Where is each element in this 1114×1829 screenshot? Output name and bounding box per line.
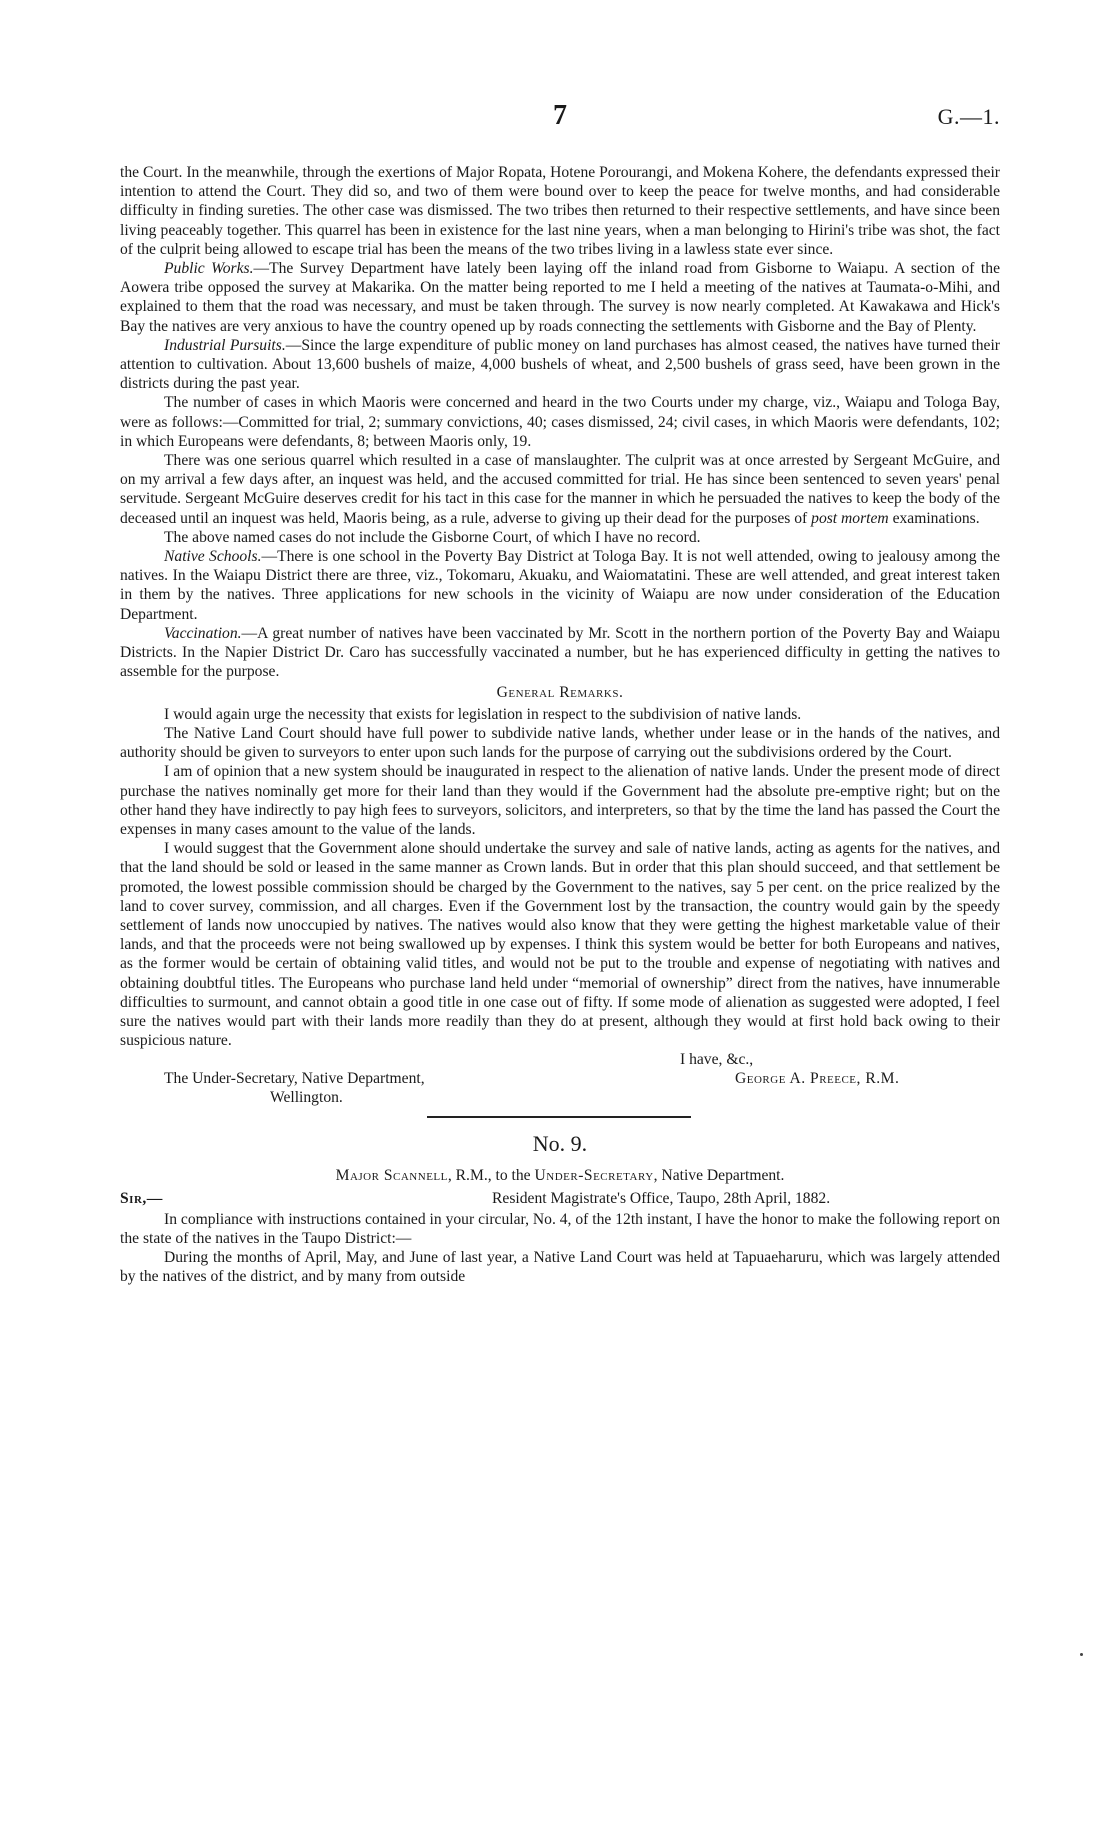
letter-number: No. 9. [532,1131,588,1157]
addressee-city: Wellington. [270,1089,343,1107]
public-works-text: —The Survey Department have lately been laying off the inland road from Gisborne to Waiapu. A section of the Aowera tribe opposed the survey at Makarika. On the matter being reported to me I held a meeting of the natives at Taumata-o-Mihi, and explained to them that the road was necessary, and must be taken through. The survey is now nearly completed. At Kawakawa and Hick's Bay the natives are very anxious to have the country opened up by roads connecting the settlements with Gisborne and the Bay of Plenty. [120,260,1000,335]
native-schools-text: —There is one school in the Poverty Bay District at Tologa Bay. It is not well attended, owing to jealousy among the natives. In the Waiapu District there are three, viz., Tokomaru, Akuaku, and Waiomatatini. These are well attended, and great interest taken in them by the natives. Three applications for new schools in the vicinity of Waiapu are now under consideration of the Education Department. [120,548,1001,623]
addressee: The Under-Secretary, Native Department, [164,1070,425,1088]
sender-suffix: , R.M., to the [447,1166,535,1184]
post-mortem-italic: post mortem [811,509,889,527]
manslaughter-text: There was one serious quarrel which resulted in a case of manslaughter. The culprit was at once arrested by Sergeant McGuire, and on my arrival a few days after, an inquest was held, and the accused committed for trial. He has since been sentenced to seven years' penal servitude. Sergeant McGuire deserves credit for his tact in this case for the manner in which he persuaded the natives to keep the body of the deceased until an inquest was held, Maoris being, as a rule, adverse to giving up their dead for the purposes of [120,452,1000,527]
paragraph-case-statistics: The number of cases in which Maoris were concerned and heard in the two Courts under my charge, viz., Waiapu and Tologa Bay, were as follows:—Committed for trial, 2; summary convictions, 40; cases dismissed, 24; civil cases, in which Maoris were defendants, 102; in which Europeans were defendants, 8; between Maoris only, 19. [120,394,1000,450]
paragraph-court-quarrel: the Court. In the meanwhile, through the exertions of Major Ropata, Hotene Porourangi, and Mokena Kohere, the defendants expressed their intention to attend the Court. They did so, and two of them were bound over to keep the peace for twelve months, and had considerable difficulty in finding sureties. The other case was dismissed. The two tribes then returned to their respective settlements, and have since been living peaceably together. This quarrel has been in existence for the last nine years, when a man belonging to Hirini's tribe was shot, the fact of the culprit being allowed to escape trial has been the means of the two tribes living in a lawless state ever since. [120,164,1000,258]
section-label-native-schools: Native Schools. [164,548,262,566]
paragraph-public-works [120,259,1000,336]
paragraph-native-schools [120,547,1000,624]
section-label-industrial-pursuits: Industrial Pursuits. [164,336,286,354]
section-label-vaccination: Vaccination. [164,624,242,642]
industrial-pursuits-text: —Since the large expenditure of public money on land purchases has almost ceased, the natives have turned their attention to cultivation. About 13,600 bushels of maize, 4,000 bushels of wheat, and 2,500 bushels of grass seed, have been grown in the districts during the past year. [120,336,1000,393]
signature-block [120,1050,1000,1132]
recipient-suffix: , Native Department. [653,1166,785,1184]
vaccination-text: —A great number of natives have been vaccinated by Mr. Scott in the northern portion of the Poverty Bay and Waiapu Districts. In the Napier District Dr. Caro has successfully vaccinated a number, but he has experienced difficulty in getting the natives to assemble for the purpose. [120,624,1000,681]
recipient-title: Under-Secretary [534,1166,654,1184]
office-date-line: Resident Magistrate's Office, Taupo, 28th April, 1882. [492,1189,831,1207]
report-body [120,163,1000,1287]
paragraph-vaccination [120,624,1000,682]
manslaughter-text-end: examinations. [888,509,980,527]
letter-sender-line [120,1166,1000,1185]
section-divider [427,1116,691,1118]
page-header [120,100,1000,134]
signer-name: George A. Preece, R.M. [735,1070,900,1088]
salutation: Sir,— [120,1189,163,1207]
paragraph-remarks-government-sale: I would suggest that the Government alone should undertake the survey and sale of native lands, acting as agents for the natives, and that the land should be sold or leased in the same manner as Crown lands. But in order that this plan should succeed, and that settlement be promoted, the lowest possible commission should be charged by the Government to the natives, say 5 per cent. on the price realized by the land to cover survey, commission, and all charges. Even if the Government lost by the transaction, the country would gain by the speedy settlement of lands now unoccupied by natives. The natives would also know that they were getting the highest marketable value of their lands, and that the proceeds were not being swallowed up by expenses. I think this system would be better for both Europeans and natives, as the former would be certain of obtaining valid titles, and would not be put to the trouble and expense of negotiating with natives and obtaining doubtful titles. The Europeans who purchase land held under “memorial of ownership” direct from the natives, have innumerable difficulties to surmount, and cannot obtain a good title in one case out of fifty. If some mode of alienation as suggested were adopted, I feel sure the natives would part with their lands more readily than they do at present, although they would at first hold back owing to their suspicious nature. [120,840,1000,1050]
page-number: 7 [553,100,567,131]
paragraph-remarks-subdivision: I would again urge the necessity that exists for legislation in respect to the subdivision of native lands. [164,705,802,723]
scan-speck [1080,1653,1083,1656]
paragraph-industrial-pursuits [120,336,1000,394]
sender-name: Major Scannell [335,1166,448,1184]
paragraph-manslaughter-case [120,451,1000,528]
paragraph-letter-intro: In compliance with instructions contained in your circular, No. 4, of the 12th instant, I have the honor to make the following report on the state of the natives in the Taupo District:— [120,1210,1000,1247]
letter-address-row [120,1189,1000,1210]
general-remarks-heading: General Remarks. [496,684,624,702]
document-code: G.—1. [937,104,1000,129]
paragraph-remarks-alienation: I am of opinion that a new system should be inaugurated in respect to the alienation of native lands. Under the present mode of direct purchase the natives nominally get more for their land than they would if the Government had the absolute pre-emptive right; but on the other hand they have indirectly to pay high fees to surveyors, solicitors, and interpreters, so that by the time the land has passed the Court the expenses in many cases amount to the value of the lands. [120,763,1000,838]
paragraph-land-court-taupo: During the months of April, May, and June of last year, a Native Land Court was held at Tapuaeharuru, which was largely attended by the natives of the district, and by many from outside [120,1249,1000,1286]
paragraph-remarks-land-court: The Native Land Court should have full power to subdivide native lands, whether under lease or in the hands of the natives, and authority should be given to surveyors to enter upon such lands for the purpose of carrying out the subdivisions ordered by the Court. [120,724,1000,762]
paragraph-gisborne-note: The above named cases do not include the Gisborne Court, of which I have no record. [164,528,701,546]
closing-phrase: I have, &c., [680,1051,754,1069]
section-label-public-works: Public Works. [164,260,254,278]
